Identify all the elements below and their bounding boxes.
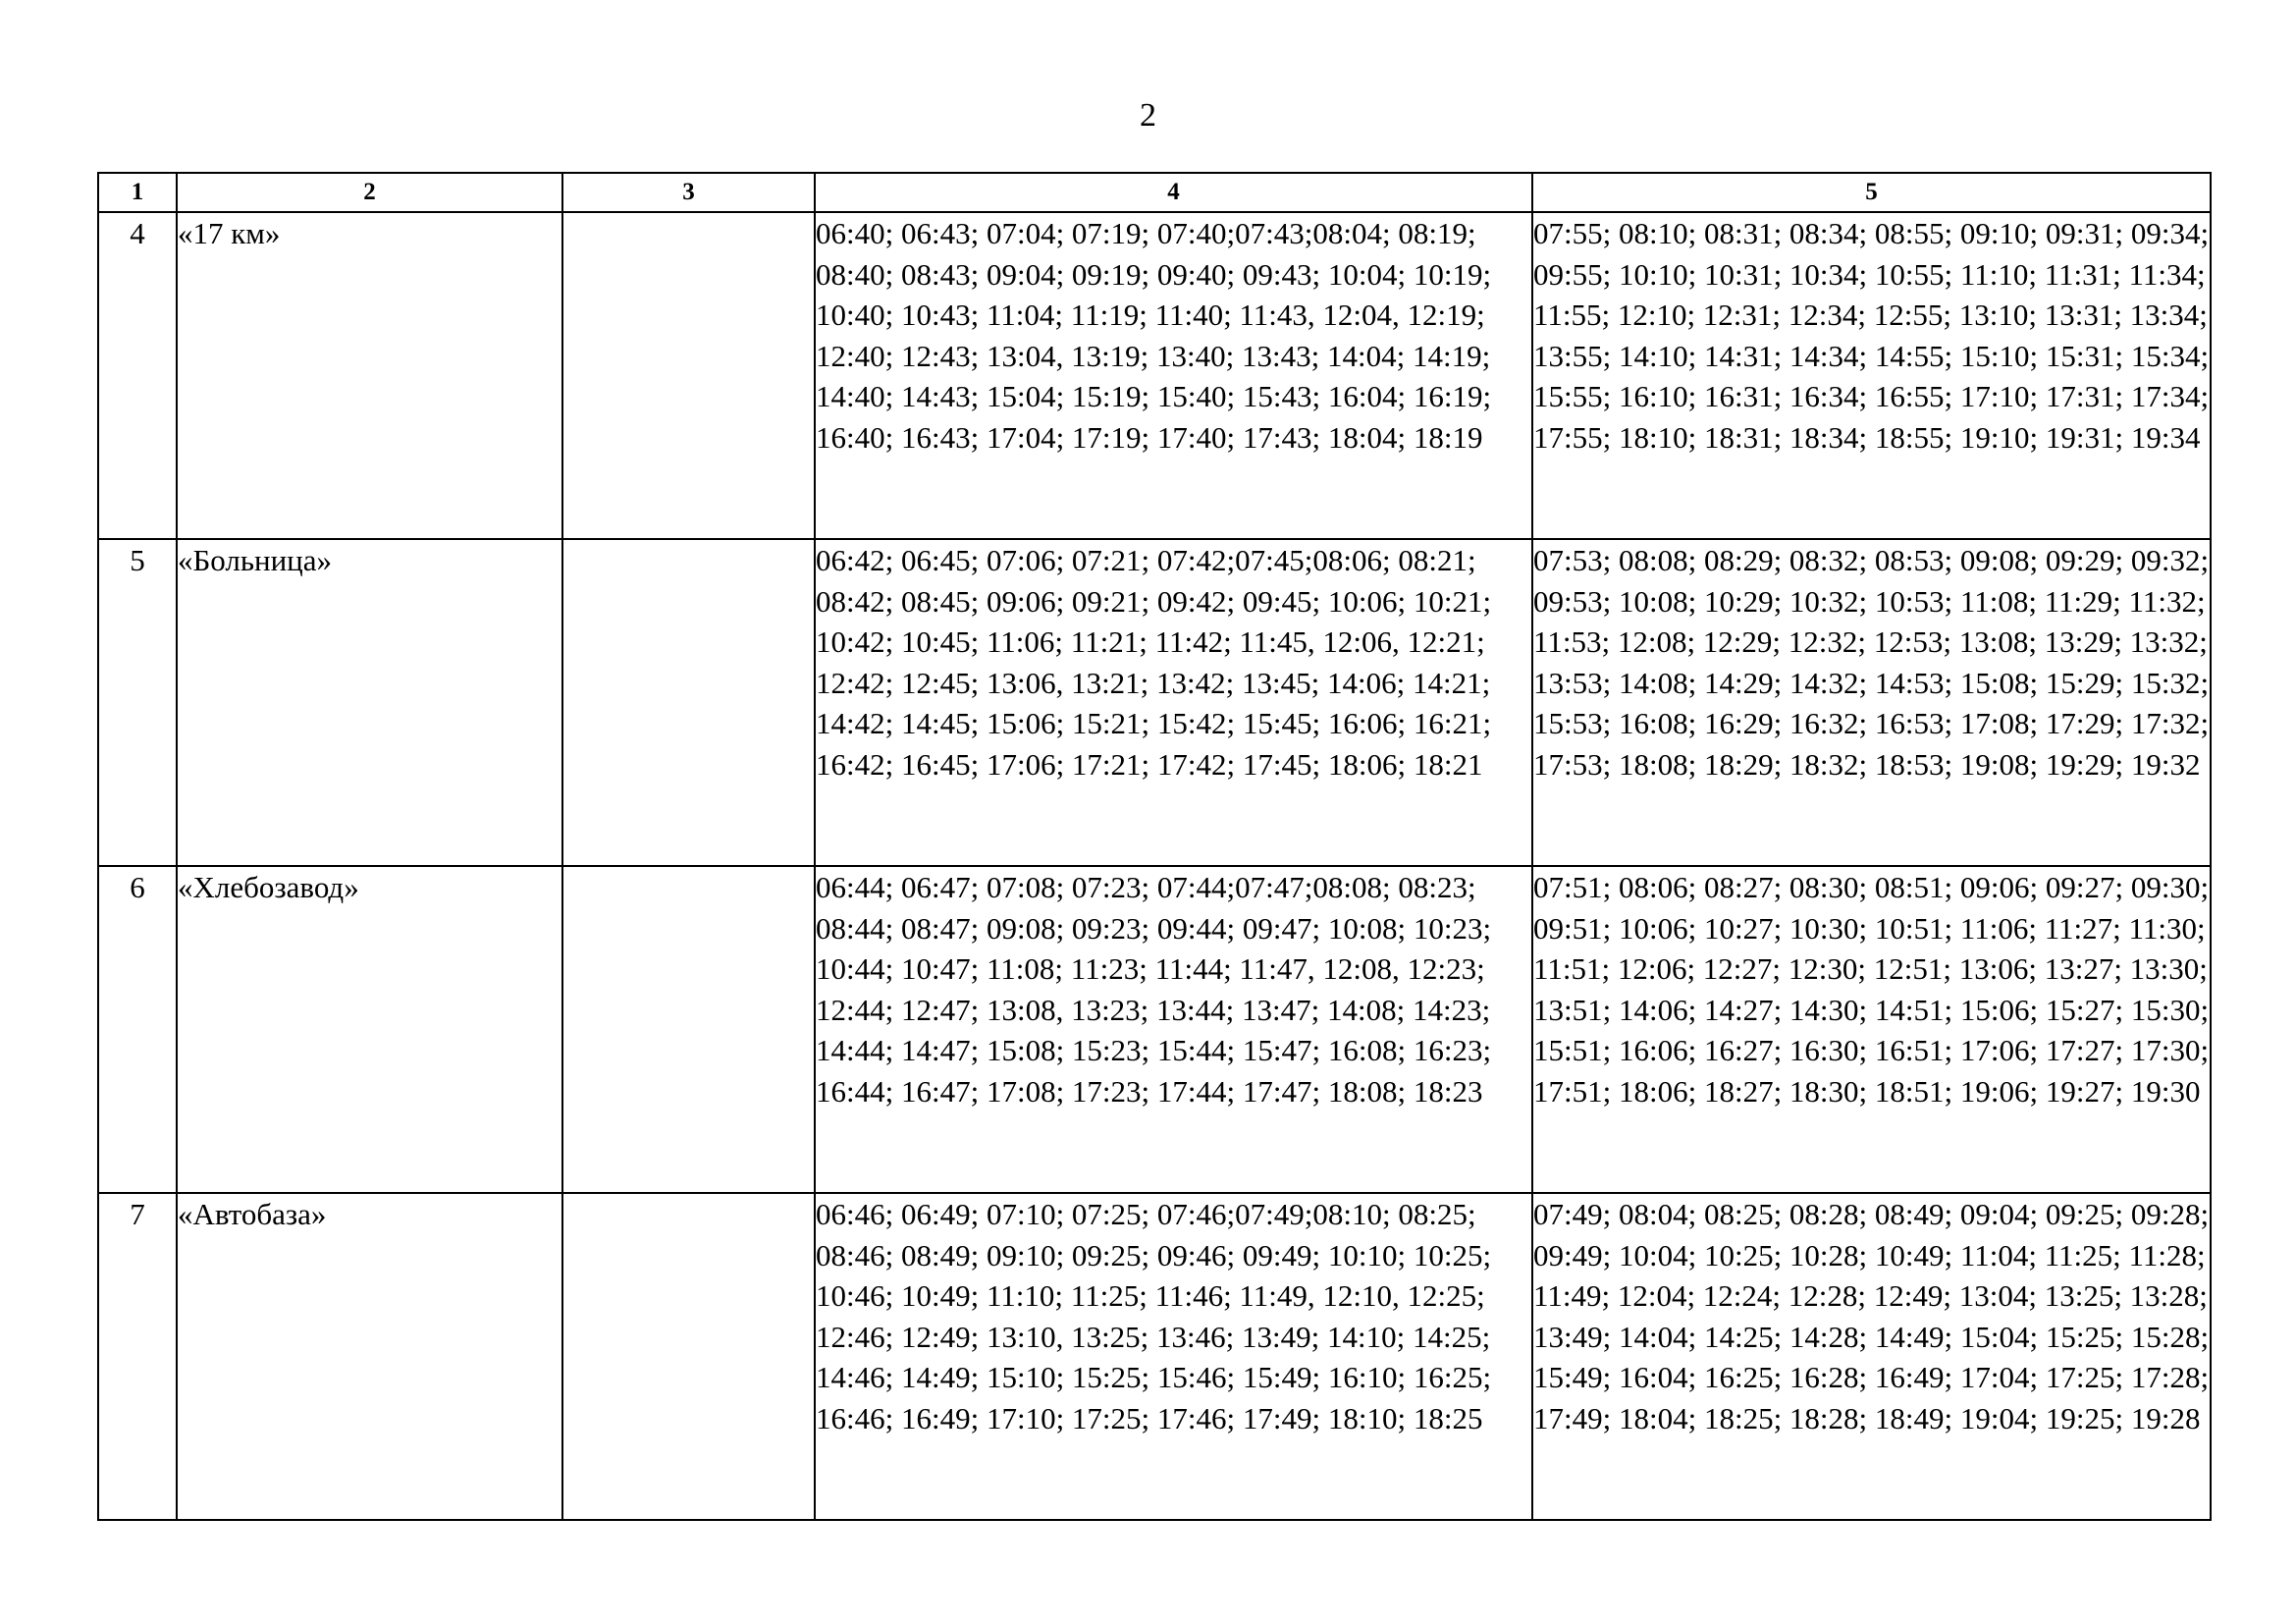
- header-col-3: 3: [562, 173, 815, 212]
- col3-cell: [562, 1193, 815, 1520]
- schedule-table: [97, 172, 2212, 1521]
- header-col-5: 5: [1532, 173, 2211, 212]
- header-col-1: 1: [98, 173, 177, 212]
- table-row: [98, 539, 2211, 866]
- table-row: [98, 1193, 2211, 1520]
- row-number: 6: [98, 866, 177, 1193]
- times-col5: 07:55; 08:10; 08:31; 08:34; 08:55; 09:10; 09:31; 09:34; 09:55; 10:10; 10:31; 10:34; 10:55; 11:10; 11:31; 11:34; 11:55; 12:10; 12:31; 12:34; 12:55; 13:10; 13:31; 13:34; 13:55; 14:10; 14:31; 14:34; 14:55; 15:10; 15:31; 15:34; 15:55; 16:10; 16:31; 16:34; 16:55; 17:10; 17:31; 17:34; 17:55; 18:10; 18:31; 18:34; 18:55; 19:10; 19:31; 19:34: [1532, 212, 2211, 539]
- times-col5: 07:49; 08:04; 08:25; 08:28; 08:49; 09:04; 09:25; 09:28; 09:49; 10:04; 10:25; 10:28; 10:49; 11:04; 11:25; 11:28; 11:49; 12:04; 12:24; 12:28; 12:49; 13:04; 13:25; 13:28; 13:49; 14:04; 14:25; 14:28; 14:49; 15:04; 15:25; 15:28; 15:49; 16:04; 16:25; 16:28; 16:49; 17:04; 17:25; 17:28; 17:49; 18:04; 18:25; 18:28; 18:49; 19:04; 19:25; 19:28: [1532, 1193, 2211, 1520]
- row-number: 4: [98, 212, 177, 539]
- header-col-4: 4: [815, 173, 1532, 212]
- header-row: [98, 173, 2211, 212]
- times-col5: 07:53; 08:08; 08:29; 08:32; 08:53; 09:08; 09:29; 09:32; 09:53; 10:08; 10:29; 10:32; 10:53; 11:08; 11:29; 11:32; 11:53; 12:08; 12:29; 12:32; 12:53; 13:08; 13:29; 13:32; 13:53; 14:08; 14:29; 14:32; 14:53; 15:08; 15:29; 15:32; 15:53; 16:08; 16:29; 16:32; 16:53; 17:08; 17:29; 17:32; 17:53; 18:08; 18:29; 18:32; 18:53; 19:08; 19:29; 19:32: [1532, 539, 2211, 866]
- times-col4: 06:42; 06:45; 07:06; 07:21; 07:42;07:45;08:06; 08:21; 08:42; 08:45; 09:06; 09:21; 09:42; 09:45; 10:06; 10:21; 10:42; 10:45; 11:06; 11:21; 11:42; 11:45, 12:06, 12:21; 12:42; 12:45; 13:06, 13:21; 13:42; 13:45; 14:06; 14:21; 14:42; 14:45; 15:06; 15:21; 15:42; 15:45; 16:06; 16:21; 16:42; 16:45; 17:06; 17:21; 17:42; 17:45; 18:06; 18:21: [815, 539, 1532, 866]
- stop-name: «Автобаза»: [177, 1193, 562, 1520]
- row-number: 7: [98, 1193, 177, 1520]
- col3-cell: [562, 866, 815, 1193]
- table-row: [98, 866, 2211, 1193]
- table-row: [98, 212, 2211, 539]
- times-col4: 06:46; 06:49; 07:10; 07:25; 07:46;07:49;08:10; 08:25; 08:46; 08:49; 09:10; 09:25; 09:46; 09:49; 10:10; 10:25; 10:46; 10:49; 11:10; 11:25; 11:46; 11:49, 12:10, 12:25; 12:46; 12:49; 13:10, 13:25; 13:46; 13:49; 14:10; 14:25; 14:46; 14:49; 15:10; 15:25; 15:46; 15:49; 16:10; 16:25; 16:46; 16:49; 17:10; 17:25; 17:46; 17:49; 18:10; 18:25: [815, 1193, 1532, 1520]
- header-col-2: 2: [177, 173, 562, 212]
- page-number: 2: [1140, 97, 1156, 134]
- stop-name: «Больница»: [177, 539, 562, 866]
- times-col4: 06:40; 06:43; 07:04; 07:19; 07:40;07:43;08:04; 08:19; 08:40; 08:43; 09:04; 09:19; 09:40; 09:43; 10:04; 10:19; 10:40; 10:43; 11:04; 11:19; 11:40; 11:43, 12:04, 12:19; 12:40; 12:43; 13:04, 13:19; 13:40; 13:43; 14:04; 14:19; 14:40; 14:43; 15:04; 15:19; 15:40; 15:43; 16:04; 16:19; 16:40; 16:43; 17:04; 17:19; 17:40; 17:43; 18:04; 18:19: [815, 212, 1532, 539]
- times-col5: 07:51; 08:06; 08:27; 08:30; 08:51; 09:06; 09:27; 09:30; 09:51; 10:06; 10:27; 10:30; 10:51; 11:06; 11:27; 11:30; 11:51; 12:06; 12:27; 12:30; 12:51; 13:06; 13:27; 13:30; 13:51; 14:06; 14:27; 14:30; 14:51; 15:06; 15:27; 15:30; 15:51; 16:06; 16:27; 16:30; 16:51; 17:06; 17:27; 17:30; 17:51; 18:06; 18:27; 18:30; 18:51; 19:06; 19:27; 19:30: [1532, 866, 2211, 1193]
- row-number: 5: [98, 539, 177, 866]
- times-col4: 06:44; 06:47; 07:08; 07:23; 07:44;07:47;08:08; 08:23; 08:44; 08:47; 09:08; 09:23; 09:44; 09:47; 10:08; 10:23; 10:44; 10:47; 11:08; 11:23; 11:44; 11:47, 12:08, 12:23; 12:44; 12:47; 13:08, 13:23; 13:44; 13:47; 14:08; 14:23; 14:44; 14:47; 15:08; 15:23; 15:44; 15:47; 16:08; 16:23; 16:44; 16:47; 17:08; 17:23; 17:44; 17:47; 18:08; 18:23: [815, 866, 1532, 1193]
- stop-name: «Хлебозавод»: [177, 866, 562, 1193]
- col3-cell: [562, 212, 815, 539]
- col3-cell: [562, 539, 815, 866]
- stop-name: «17 км»: [177, 212, 562, 539]
